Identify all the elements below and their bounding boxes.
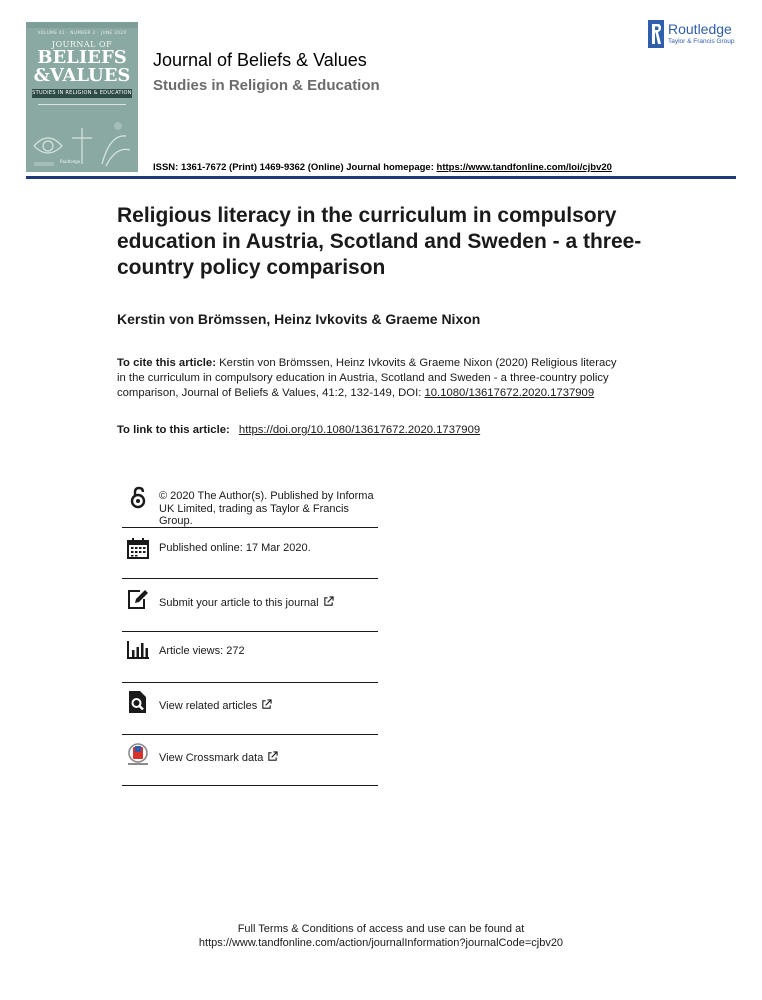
journal-subtitle: Studies in Religion & Education [153,77,380,94]
publisher-name: Routledge [668,21,732,37]
cover-publisher: Routledge [60,159,81,164]
cover-top-band [26,22,138,28]
article-doi-url[interactable]: https://doi.org/10.1080/13617672.2020.1737909 [238,424,481,436]
item-divider [122,734,378,735]
item-divider [122,527,378,528]
crossmark-icon [126,743,150,767]
cover-journal-word: JOURNAL OF [51,40,113,49]
submit-article-link[interactable] [159,596,381,610]
search-document-icon [126,690,150,714]
footer [0,922,762,950]
calendar-icon [126,536,150,560]
publisher-tagline: Taylor & Francis Group [668,38,735,45]
issn-line [153,162,612,173]
external-link-icon [267,751,278,762]
footer-terms-text: Full Terms & Conditions of access and use can be found at [237,923,525,935]
article-title: Religious literacy in the curriculum in compulsory education in Austria, Scotland and Sweden - a three-country policy comparison [117,204,642,279]
footer-terms-url[interactable]: https://www.tandfonline.com/action/journalInformation?journalCode=cjbv20 [198,937,564,949]
edit-icon [126,587,150,611]
header-rule [26,176,736,179]
journal-cover [26,22,138,172]
journal-title: Journal of Beliefs & Values [153,50,367,70]
license-text: © 2020 The Author(s). Published by Informa UK Limited, trading as Taylor & Francis Group. [159,490,374,527]
cover-title-line1: BELIEFS [37,47,127,68]
item-divider [122,578,378,579]
article-views-text: Article views: 272 [159,645,245,657]
item-divider [122,682,378,683]
crossmark-text: View Crossmark data [159,752,264,764]
citation-doi-link[interactable]: 10.1080/13617672.2020.1737909 [424,387,595,399]
cover-volume-text: VOLUME 41 · NUMBER 2 · JUNE 2020 [37,30,127,35]
cover-title-line2: &VALUES [33,65,131,86]
related-articles-text: View related articles [159,700,258,712]
article-authors: Kerstin von Brömssen, Heinz Ivkovits & Graeme Nixon [117,311,481,327]
citation-block [117,356,617,401]
cover-divider [38,104,126,105]
item-divider [122,785,378,786]
cover-subtitle: STUDIES IN RELIGION & EDUCATION [32,90,132,96]
citation-text: Kerstin von Brömssen, Heinz Ivkovits & Graeme Nixon (2020) Religious literacy in the curriculum in compulsory education in Austria, Scotland and Sweden - a three-country policy comparison, Journal of Beliefs & Values, 41:2, 132-149, DOI: [117,357,617,399]
external-link-icon [323,596,334,607]
journal-homepage-link[interactable]: https://www.tandfonline.com/loi/cjbv20 [436,162,612,173]
bar-chart-icon [126,638,150,662]
item-divider [122,631,378,632]
article-link-label: To link to this article: [117,424,233,436]
related-articles-link[interactable] [159,699,381,713]
issn-text: ISSN: 1361-7672 (Print) 1469-9362 (Online) Journal homepage: [153,162,437,173]
crossmark-link[interactable] [159,751,381,765]
external-link-icon [261,699,272,710]
article-link-line [117,424,480,436]
cover-artwork [26,116,138,172]
published-date-text: Published online: 17 Mar 2020. [159,542,311,554]
citation-label: To cite this article: [117,357,220,369]
open-access-icon [126,485,150,509]
submit-article-text: Submit your article to this journal [159,597,319,609]
